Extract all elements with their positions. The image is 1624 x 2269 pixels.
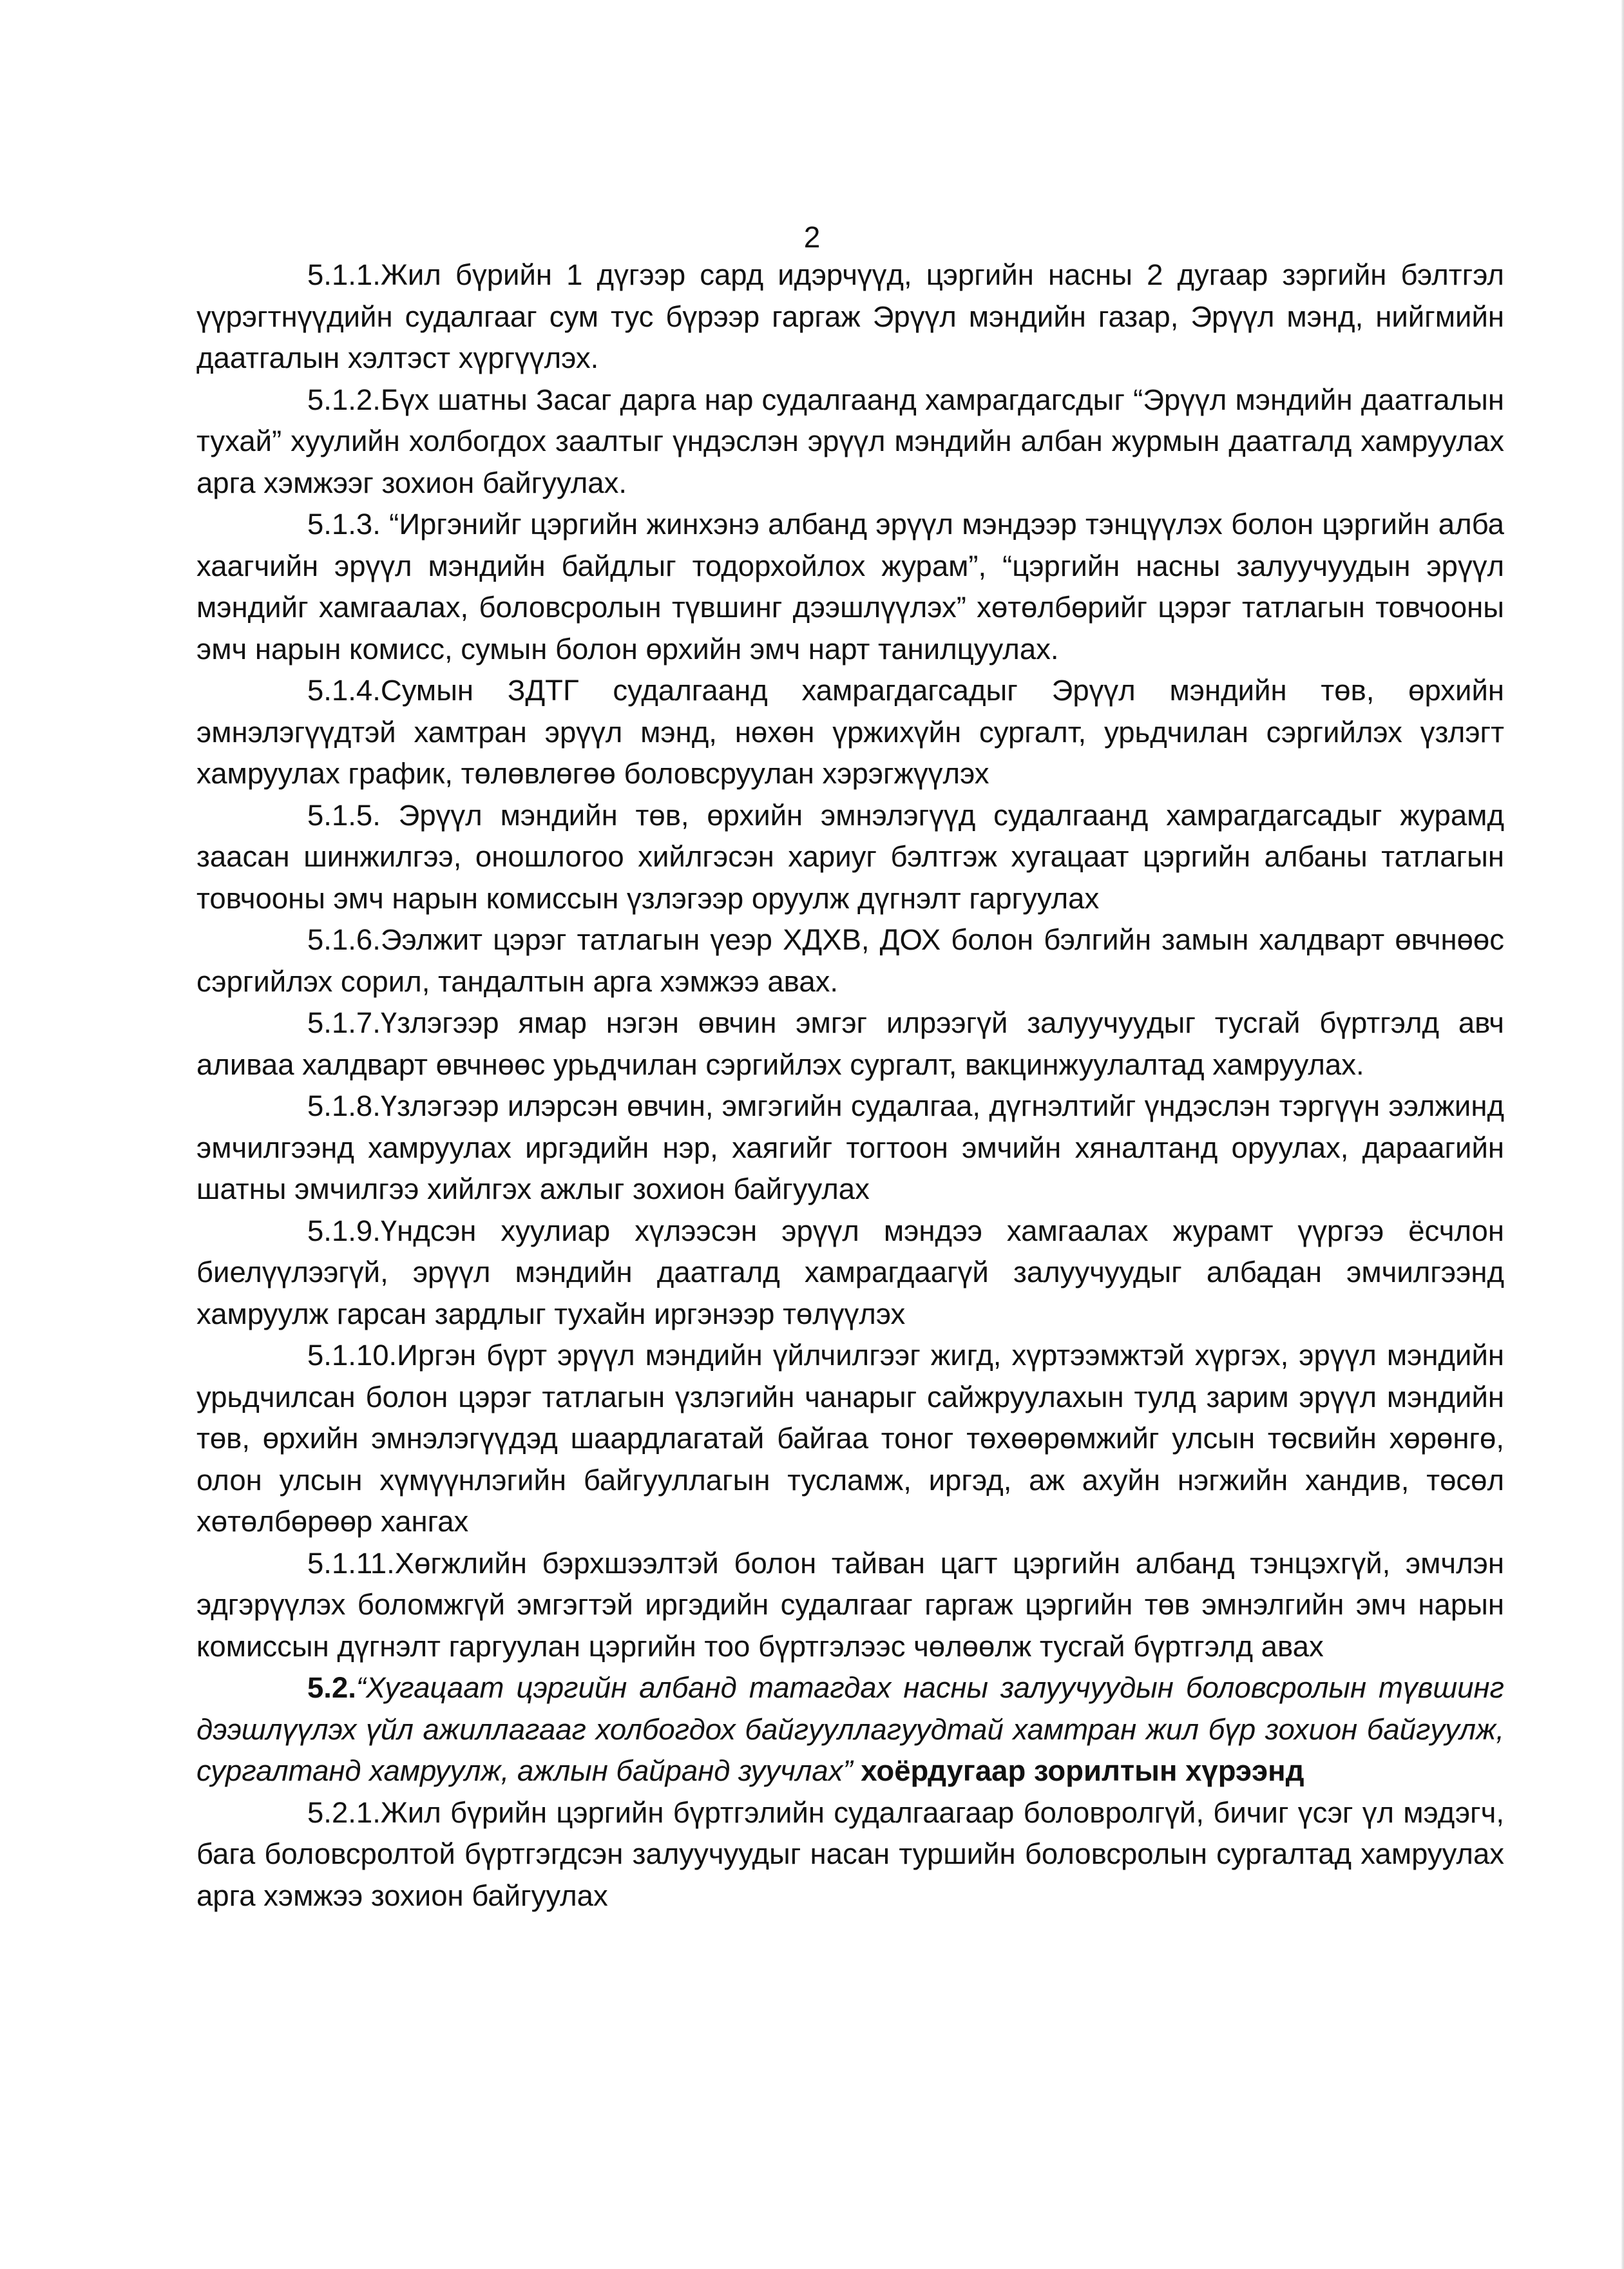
paragraph-5-1-4: 5.1.4.Сумын ЗДТГ судалгаанд хамрагдагсадыг Эрүүл мэндийн төв, өрхийн эмнэлэгүүдтэй хамтран эрүүл мэнд, нөхөн үржихүйн сургалт, урьдчилан сэргийлэх үзлэгт хамруулах график, төлөвлөгөө боловсруулан хэрэгжүүлэх	[196, 674, 1504, 790]
paragraph-5-1-2: 5.1.2.Бүх шатны Засаг дарга нар судалгаанд хамрагдагсдыг “Эрүүл мэндийн даатгалын тухай” хуулийн холбогдох заалтыг үндэслэн эрүүл мэндийн албан журмын даатгалд хамруулах арга хэмжээг зохион байгуулах.	[196, 383, 1504, 499]
paragraph-5-1-6: 5.1.6.Ээлжит цэрэг татлагын үеэр ХДХВ, ДОХ болон бэлгийн замын халдварт өвчнөөс сэргийлэх сорил, тандалтын арга хэмжээ авах.	[196, 923, 1504, 998]
paragraph-5-2-1: 5.2.1.Жил бүрийн цэргийн бүртгэлийн судалгаагаар боловролгүй, бичиг үсэг үл мэдэгч, бага боловсролтой бүртгэгдсэн залуучуудыг насан туршийн боловсролын сургалтад хамруулах арга хэмжээ зохион байгуулах	[196, 1795, 1504, 1912]
paragraph-5-1-3: 5.1.3. “Иргэнийг цэргийн жинхэнэ албанд эрүүл мэндээр тэнцүүлэх болон цэргийн алба хаагчийн эрүүл мэндийн байдлыг тодорхойлох журам”, “цэргийн насны залуучуудын эрүүл мэндийг хамгаалах, боловсролын түвшинг дээшлүүлэх” хөтөлбөрийг цэрэг татлагын товчооны эмч нарын комисс, сумын болон өрхийн эмч нарт танилцуулах.	[196, 508, 1504, 665]
paragraph-5-1-11: 5.1.11.Хөгжлийн бэрхшээлтэй болон тайван цагт цэргийн албанд тэнцэхгүй, эмчлэн эдгэрүүлэх боломжгүй эмгэгтэй иргэдийн судалгааг гаргаж цэргийн төв эмнэлгийн эмч нарын комиссын дүгнэлт гаргуулан цэргийн тоо бүртгэлээс чөлөөлж тусгай бүртгэлд авах	[196, 1546, 1504, 1663]
scan-edge	[1621, 0, 1624, 2269]
page-number: 2	[803, 220, 821, 254]
section-5-2-number: 5.2.	[307, 1671, 356, 1704]
document-body	[196, 254, 1504, 1917]
paragraph-5-1-9: 5.1.9.Үндсэн хуулиар хүлээсэн эрүүл мэндээ хамгаалах журамт үүргээ ёсчлон биелүүлээгүй, эрүүл мэндийн даатгалд хамрагдаагүй залуучуудыг албадан эмчилгээнд хамруулж гарсан зардлыг тухайн иргэнээр төлүүлэх	[196, 1214, 1504, 1330]
section-5-2-heading	[196, 1667, 1504, 1792]
paragraph-5-1-7: 5.1.7.Үзлэгээр ямар нэгэн өвчин эмгэг илрээгүй залуучуудыг тусгай бүртгэлд авч аливаа халдварт өвчнөөс урьдчилан сэргийлэх сургалт, вакцинжуулалтад хамруулах.	[196, 1006, 1504, 1081]
paragraph-5-1-1: 5.1.1.Жил бүрийн 1 дүгээр сард идэрчүүд, цэргийн насны 2 дугаар зэргийн бэлтгэл үүрэгтнүүдийн судалгааг сум тус бүрээр гаргаж Эрүүл мэндийн газар, Эрүүл мэнд, нийгмийн даатгалын хэлтэст хүргүүлэх.	[196, 258, 1504, 374]
paragraph-5-1-10: 5.1.10.Иргэн бүрт эрүүл мэндийн үйлчилгээг жигд, хүртээмжтэй хүргэх, эрүүл мэндийн урьдчилсан болон цэрэг татлагын үзлэгийн чанарыг сайжруулахын тулд зарим эрүүл мэндийн төв, өрхийн эмнэлэгүүдэд шаардлагатай байгаа тоног төхөөрөмжийг улсын төсвийн хөрөнгө, олон улсын хүмүүнлэгийн байгууллагын тусламж, иргэд, аж ахуйн нэгжийн хандив, төсөл хөтөлбөрөөр хангах	[196, 1339, 1504, 1538]
section-5-2-goal-text: “Хугацаат цэргийн албанд татагдах насны залуучуудын боловсролын түвшинг дээшлүүлэх үйл ажиллагааг холбогдох байгууллагуудтай хамтран жил бүр зохион байгуулж, сургалтанд хамруулж, ажлын байранд зуучлах”	[196, 1671, 1504, 1787]
section-5-2-goal-scope: хоёрдугаар зорилтын хүрээнд	[852, 1754, 1304, 1787]
paragraph-5-1-8: 5.1.8.Үзлэгээр илэрсэн өвчин, эмгэгийн судалгаа, дүгнэлтийг үндэслэн тэргүүн ээлжинд эмчилгээнд хамруулах иргэдийн нэр, хаягийг тогтоон эмчийн хяналтанд оруулах, дараагийн шатны эмчилгээ хийлгэх ажлыг зохион байгуулах	[196, 1089, 1504, 1205]
paragraph-5-1-5: 5.1.5. Эрүүл мэндийн төв, өрхийн эмнэлэгүүд судалгаанд хамрагдагсадыг журамд заасан шинжилгээ, оношлогоо хийлгэсэн хариуг бэлтгэж хугацаат цэргийн албаны татлагын товчооны эмч нарын комиссын үзлэгээр оруулж дүгнэлт гаргуулах	[196, 798, 1504, 915]
